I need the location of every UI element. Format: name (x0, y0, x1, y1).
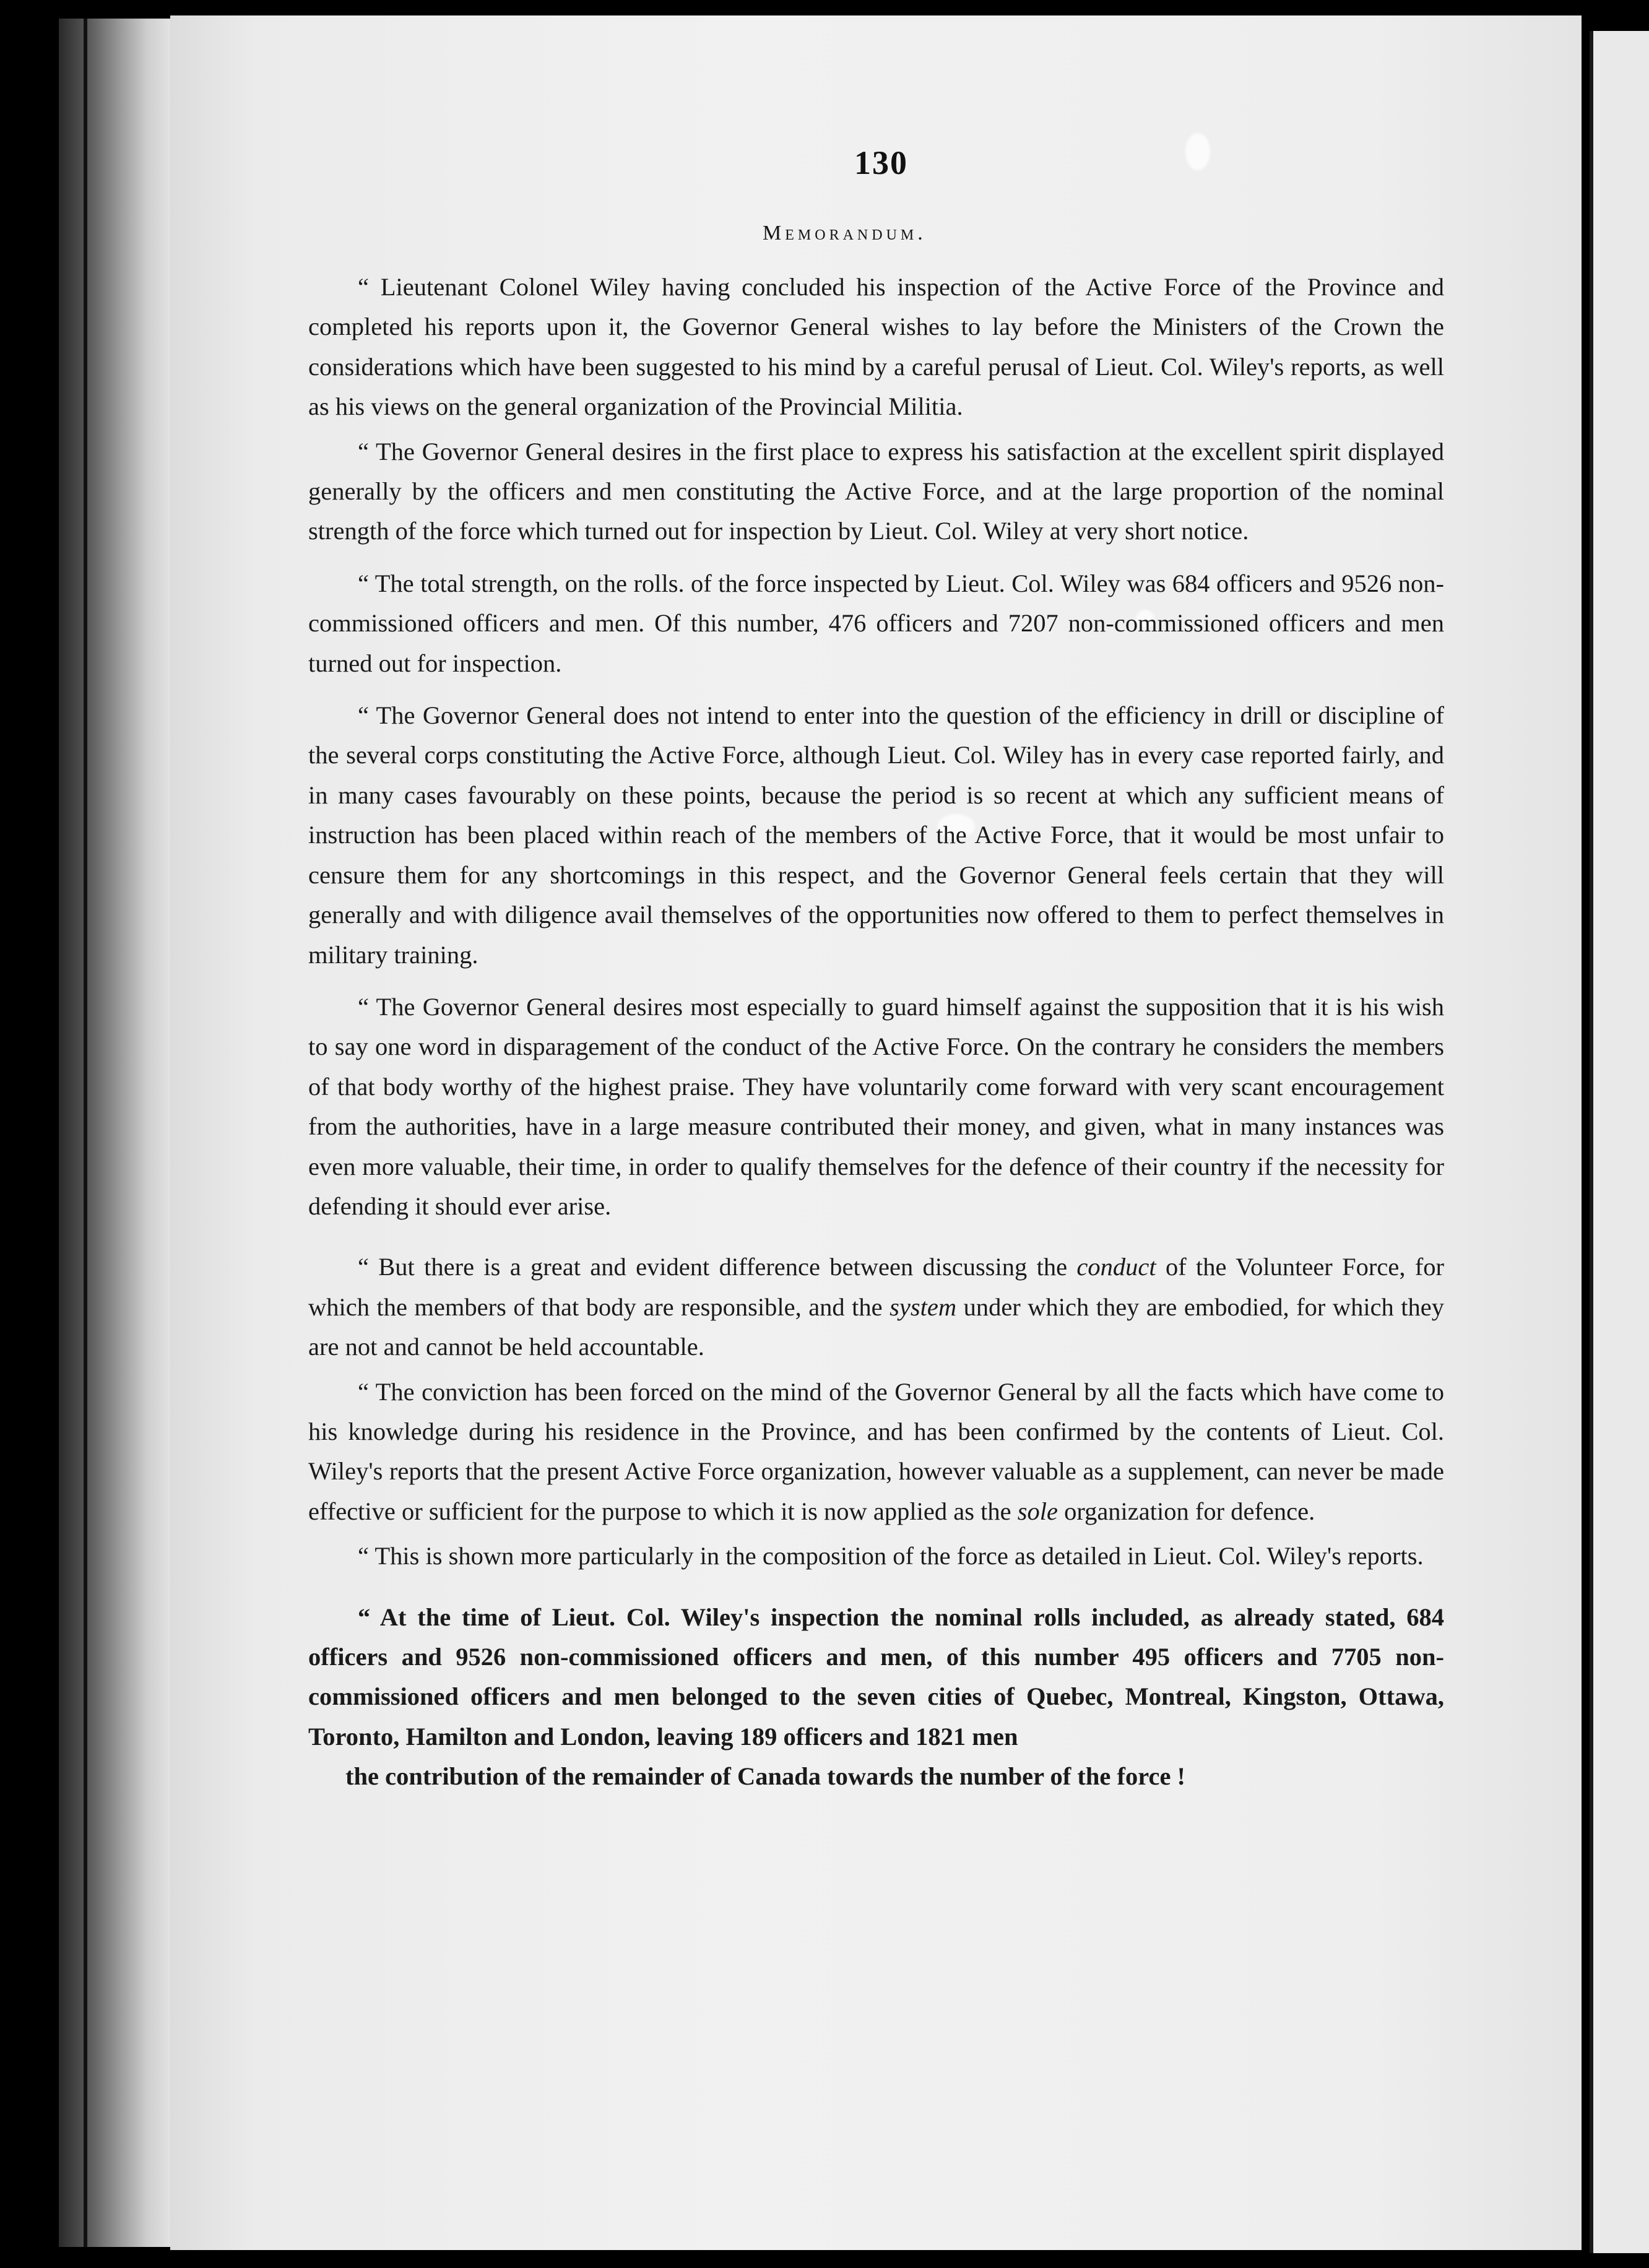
binding-edge (59, 19, 170, 2247)
emphasis-system: system (889, 1292, 957, 1321)
emphasis-conduct: conduct (1076, 1253, 1156, 1281)
paragraph-7-part-1: “ The conviction has been forced on the mind of the Governor General by all the facts which have come to his knowledge during his residence in the Province, and has been confirmed by the contents of Lieut. Col. Wiley's reports that the present Active Force organization, however valuable as a supplement, can never be made effective or sufficient for the purpose to which it is now applied as the (308, 1377, 1444, 1525)
paragraph-6-part-2: of the Volunteer Force, for which the members of that body are responsible, and the (308, 1253, 1444, 1321)
paragraph-2: “ The Governor General desires in the first place to express his satisfaction at the excellent spirit displayed generally by the officers and men constituting the Active Force, and at the large proportion of the nominal strength of the force which turned out for inspection by Lieut. Col. Wiley at very short notice. (308, 437, 1444, 545)
paragraph-9-tail: the contribution of the remainder of Canada towards the number of the force ! (345, 1762, 1186, 1791)
paragraph-6-part-1: “ But there is a great and evident difference between discussing the (358, 1253, 1077, 1281)
paragraph-6 (308, 1247, 1444, 1367)
paragraph-7 (308, 1372, 1444, 1532)
emphasis-sole: sole (1017, 1497, 1058, 1525)
paragraph-8: “ This is shown more particularly in the composition of the force as detailed in Lieut. Col. Wiley's reports. (358, 1542, 1424, 1570)
paragraph-5: “ The Governor General desires most especially to guard himself against the supposition that it is his wish to say one word in disparagement of the conduct of the Active Force. On the contrary he considers the members of that body worthy of the highest praise. They have voluntarily come forward with very scant encouragement from the authorities, have in a large measure contributed their money, and given, what in many instances was even more valuable, their time, in order to qualify themselves for the defence of their country if the necessity for defending it should ever arise. (308, 992, 1444, 1220)
memorandum-heading: Memorandum. (763, 222, 927, 245)
paragraph-1: “ Lieutenant Colonel Wiley having concluded his inspection of the Active Force of the Province and completed his reports upon it, the Governor General wishes to lay before the Ministers of the Crown the considerations which have been suggested to his mind by a careful perusal of Lieut. Col. Wiley's reports, as well as his views on the general organization of the Provincial Militia. (308, 273, 1444, 421)
memorandum-body (308, 267, 1444, 1797)
paragraph-3: “ The total strength, on the rolls. of the force inspected by Lieut. Col. Wiley was 684 officers and 9526 non-commissioned officers and men. Of this number, 476 officers and 7207 non-commissioned officers and men turned out for inspection. (308, 569, 1444, 677)
paragraph-9: “ At the time of Lieut. Col. Wiley's inspection the nominal rolls included, as already stated, 684 officers and 9526 non-commissioned officers and men, of this number 495 officers and 7705 non-commissioned officers and men belonged to the seven cities of Quebec, Montreal, Kingston, Ottawa, Toronto, Hamilton and London, leaving 189 officers and 1821 men (308, 1603, 1444, 1751)
paragraph-7-part-2: organization for defence. (1057, 1497, 1315, 1525)
facing-page-edge (1590, 31, 1649, 2253)
paragraph-6-part-3: under which they are embodied, for which they are not and cannot be held accountable. (308, 1292, 1444, 1361)
paragraph-4: “ The Governor General does not intend to enter into the question of the efficiency in drill or discipline of the several corps constituting the Active Force, although Lieut. Col. Wiley has in every case reported fairly, and in many cases favourably on these points, because the period is so recent at which any sufficient means of instruction has been placed within reach of the members of the Active Force, that it would be most unfair to censure them for any shortcomings in this respect, and the Governor General feels certain that they will generally and with diligence avail themselves of the opportunities now offered to them to perfect themselves in military training. (308, 701, 1444, 969)
page-number: 130 (854, 144, 908, 181)
paper-blemish (1185, 133, 1210, 170)
